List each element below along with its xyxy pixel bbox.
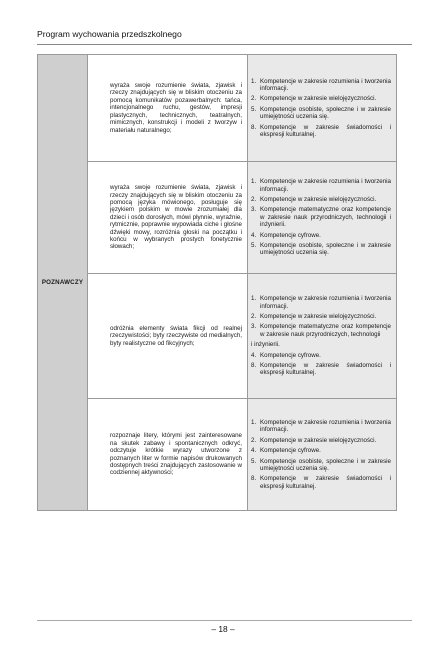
competence-text: Kompetencje w zakresie rozumienia i tworzenia informacji. bbox=[260, 295, 391, 310]
competence-text: Kompetencje w zakresie wielojęzyczności. bbox=[260, 436, 377, 444]
competence-number: 8. bbox=[251, 123, 257, 131]
competence-text: Kompetencje w zakresie wielojęzyczności. bbox=[260, 312, 377, 320]
description-cell bbox=[88, 274, 248, 399]
competence-number: 8. bbox=[251, 475, 257, 483]
description-cell bbox=[88, 399, 248, 511]
competence-number: 5. bbox=[251, 242, 257, 250]
competence-number: 8. bbox=[251, 362, 257, 370]
competence-text: Kompetencje w zakresie świadomości i ekspresji kulturalnej. bbox=[260, 475, 391, 490]
competence-number: 5. bbox=[251, 105, 257, 113]
competence-number: 4. bbox=[251, 447, 257, 455]
description-text: wyraża swoje rozumienie świata, zjawisk i rzeczy znajdujących się w bliskim otoczeniu za pomocą komunikatów pozawerbalnych: tańca, intencjonalnego ruchu, gestów, impresji plastycznych, technicznych, teatralnych, mimicznych, konstrukcji i modeli z tworzyw i materiału naturalnego; bbox=[110, 82, 242, 134]
competence-item bbox=[251, 447, 391, 454]
competence-number: 3. bbox=[251, 323, 257, 331]
competence-text: Kompetencje w zakresie wielojęzyczności. bbox=[260, 95, 377, 103]
competence-number: 1. bbox=[251, 295, 257, 303]
competence-text: Kompetencje w zakresie świadomości i ekspresji kulturalnej. bbox=[260, 123, 391, 139]
competence-number: 2. bbox=[251, 95, 257, 103]
description-text: rozpoznaje litery, którymi jest zainteresowane na skutek zabawy i spontanicznych odkryć, odczytuje krótkie wyrazy utworzone z poznanych liter w formie napisów drukowanych dostępnych treści znajdujących zastosowanie w codziennej aktywności; bbox=[110, 432, 242, 477]
competence-number: 4. bbox=[251, 231, 257, 239]
competence-number: 1. bbox=[251, 418, 257, 426]
competence-item bbox=[251, 232, 391, 239]
competence-text: Kompetencje osobiste, społeczne i w zakresie umiejętności uczenia się. bbox=[260, 457, 391, 472]
competence-number: 2. bbox=[251, 436, 257, 444]
competences-cell bbox=[248, 399, 397, 511]
competence-number: 1. bbox=[251, 77, 257, 85]
running-header: Program wychowania przedszkolnego bbox=[37, 29, 182, 39]
footer-rule bbox=[37, 620, 412, 621]
competence-number: 1. bbox=[251, 178, 257, 186]
description-cell bbox=[88, 55, 248, 162]
competence-item bbox=[251, 362, 391, 377]
competence-item bbox=[251, 437, 391, 444]
description-cell bbox=[88, 162, 248, 274]
competence-item bbox=[251, 78, 391, 93]
competences-table bbox=[37, 54, 397, 511]
competence-item bbox=[251, 206, 391, 228]
header-rule bbox=[37, 44, 412, 45]
competence-item bbox=[251, 295, 391, 310]
competences-cell bbox=[248, 162, 397, 274]
competence-text: Kompetencje cyfrowe. bbox=[260, 231, 321, 239]
competence-item bbox=[251, 323, 391, 338]
competence-number: 3. bbox=[251, 206, 257, 214]
table-row bbox=[38, 55, 397, 162]
page-number: – 18 – bbox=[211, 624, 235, 634]
competences-cell bbox=[248, 55, 397, 162]
competence-continuation: i inżynierii. bbox=[251, 341, 280, 349]
competence-number: 5. bbox=[251, 457, 257, 465]
competence-item bbox=[251, 124, 391, 139]
competence-text: Kompetencje w zakresie rozumienia i tworzenia informacji. bbox=[260, 418, 391, 434]
competence-number: 2. bbox=[251, 195, 257, 203]
competence-item bbox=[251, 106, 391, 121]
competence-text: Kompetencje w zakresie świadomości i ekspresji kulturalnej. bbox=[260, 362, 391, 377]
competence-item bbox=[251, 196, 391, 203]
competence-text: Kompetencje cyfrowe. bbox=[260, 351, 321, 359]
description-text: odróżnia elementy świata fikcji od realnej rzeczywistości; byty rzeczywiste od medialnych, byty realistyczne od fikcyjnych; bbox=[110, 324, 242, 347]
competence-item bbox=[251, 313, 391, 320]
table-row bbox=[38, 162, 397, 274]
competence-text: Kompetencje w zakresie rozumienia i tworzenia informacji. bbox=[260, 77, 391, 92]
competence-number: 2. bbox=[251, 312, 257, 320]
description-text: wyraża swoje rozumienie świata, zjawisk i rzeczy znajdujących się w bliskim otoczeniu za pomocą języka mówionego, posługuje się językiem polskim w mowie zrozumiałej dla dzieci i osób dorosłych, mówi płynnie, wyraźnie, rytmicznie, poprawnie wypowiada ciche i głośne dźwięki mowy, rozróżnia głoski na początku i końcu w wybranych prostych fonetycznie słowach; bbox=[110, 184, 242, 251]
competence-text: Kompetencje osobiste, społeczne i w zakresie umiejętności uczenia się. bbox=[260, 105, 391, 121]
competence-text: Kompetencje w zakresie rozumienia i tworzenia informacji. bbox=[260, 178, 391, 193]
competence-item bbox=[251, 95, 391, 102]
competence-text: Kompetencje matematyczne oraz kompetencje w zakresie nauk przyrodniczych, technologii bbox=[260, 323, 391, 338]
competences-cell bbox=[248, 274, 397, 399]
competence-item bbox=[251, 419, 391, 434]
competence-text: Kompetencje cyfrowe. bbox=[260, 447, 321, 455]
table-row bbox=[38, 274, 397, 399]
table-row bbox=[38, 399, 397, 511]
competence-number: 4. bbox=[251, 351, 257, 359]
competence-item bbox=[251, 242, 391, 257]
competence-text: Kompetencje w zakresie wielojęzyczności. bbox=[260, 195, 377, 203]
competence-item bbox=[251, 178, 391, 193]
competence-item bbox=[251, 352, 391, 359]
category-cell: POZNAWCZY bbox=[38, 55, 88, 511]
competence-item bbox=[251, 475, 391, 490]
competence-item bbox=[251, 458, 391, 473]
competence-text: Kompetencje matematyczne oraz kompetencje w zakresie nauk przyrodniczych, technologii i inżynierii. bbox=[260, 206, 391, 229]
competence-text: Kompetencje osobiste, społeczne i w zakresie umiejętności uczenia się. bbox=[260, 242, 391, 257]
